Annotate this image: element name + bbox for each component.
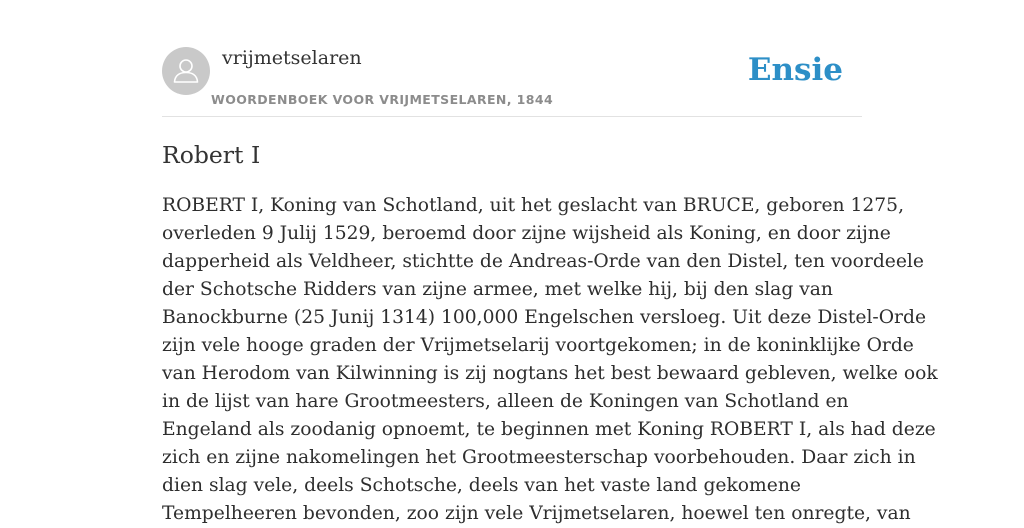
body-line: Engeland als zoodanig opnoemt, te beginnen met Koning ROBERT I, als had deze [162,419,936,440]
body-line: Banockburne (25 Junij 1314) 100,000 Engelschen versloeg. Uit deze Distel-Orde [162,307,927,328]
body-line: van Herodom van Kilwinning is zij nogtans het best bewaard gebleven, welke ook [162,363,938,384]
body-line: zich en zijne nakomelingen het Grootmeesterschap voorbehouden. Daar zich in [162,447,916,468]
body-line: Tempelheeren bevonden, zoo zijn vele Vrijmetselaren, hoewel ten onregte, van [162,503,911,524]
user-icon [162,47,210,95]
body-line: der Schotsche Ridders van zijne armee, met welke hij, bij den slag van [162,279,833,300]
entry-header [162,46,862,117]
avatar[interactable] [162,47,210,95]
body-line: zijn vele hooge graden der Vrijmetselarij voortgekomen; in de koninklijke Orde [162,335,914,356]
body-line: dien slag vele, deels Schotsche, deels van het vaste land gekomene [162,475,801,496]
body-line: dapperheid als Veldheer, stichtte de Andreas-Orde van den Distel, ten voordeele [162,251,924,272]
body-line: ROBERT I, Koning van Schotland, uit het geslacht van BRUCE, geboren 1275, [162,195,905,216]
body-line: overleden 9 Julij 1529, beroemd door zijne wijsheid als Koning, en door zijne [162,223,891,244]
article-body [162,192,938,528]
source-label[interactable]: WOORDENBOEK VOOR VRIJMETSELAREN, 1844 [211,92,554,107]
ensie-logo[interactable]: Ensie [747,52,843,88]
author-name[interactable]: vrijmetselaren [222,47,362,69]
body-line: in de lijst van hare Grootmeesters, alleen de Koningen van Schotland en [162,391,849,412]
page-title: Robert I [162,141,261,169]
